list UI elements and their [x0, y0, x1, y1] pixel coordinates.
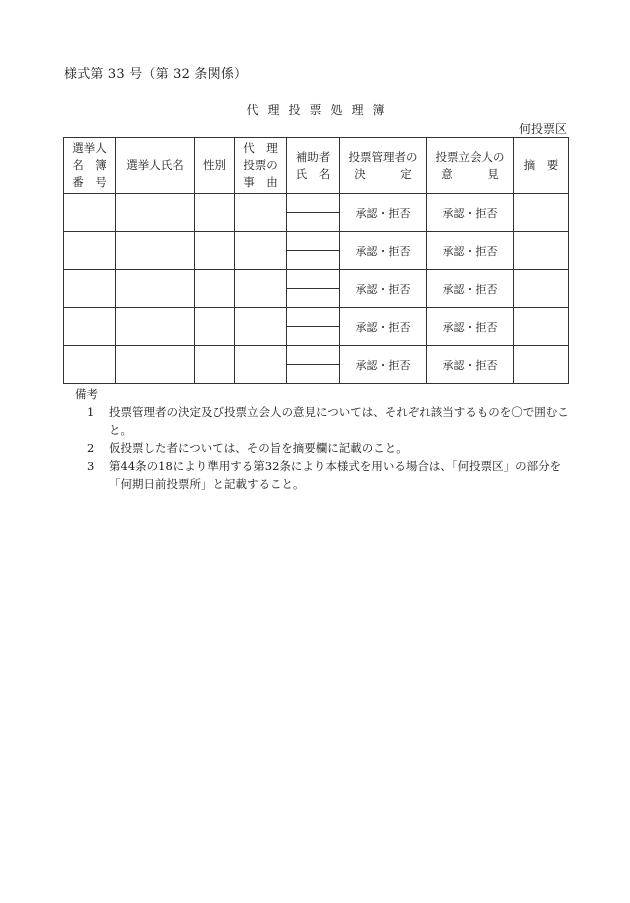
cell-assistant-name	[287, 194, 340, 232]
note-item	[87, 439, 573, 457]
header-line: 選挙人	[72, 141, 107, 155]
header-assistant-name	[287, 138, 340, 194]
table-header-row	[64, 138, 569, 194]
cell-gender[interactable]	[195, 194, 235, 232]
cell-manager-decision[interactable]: 承認・拒否	[340, 270, 427, 308]
document-title: 代理投票処理簿	[246, 103, 394, 117]
note-number: 3	[87, 459, 95, 473]
cell-voter-register-number[interactable]	[64, 308, 116, 346]
cell-proxy-reason[interactable]	[235, 232, 287, 270]
table-row	[64, 232, 569, 270]
form-number: 様式第 33 号（第 32 条関係）	[64, 67, 248, 82]
cell-voter-name[interactable]	[116, 270, 195, 308]
header-line: 意 見	[441, 166, 499, 181]
cell-voter-register-number[interactable]	[64, 232, 116, 270]
header-line: 番 号	[72, 175, 107, 189]
table-row	[64, 308, 569, 346]
note-number: 2	[87, 441, 95, 455]
header-line: 事 由	[243, 175, 278, 189]
cell-remarks[interactable]	[514, 270, 569, 308]
cell-witness-opinion[interactable]: 承認・拒否	[427, 194, 514, 232]
header-line: 投票管理者の	[348, 149, 418, 164]
cell-proxy-reason[interactable]	[235, 194, 287, 232]
cell-manager-decision[interactable]: 承認・拒否	[340, 308, 427, 346]
header-line: 投票の	[243, 158, 278, 172]
header-manager-decision	[340, 138, 427, 194]
note-text: 第44条の18により準用する第32条により本様式を用いる場合は、「何投票区」の部分を「何期日前投票所」と記載すること。	[109, 459, 562, 491]
cell-assistant-name-1[interactable]	[287, 232, 339, 251]
cell-proxy-reason[interactable]	[235, 346, 287, 384]
header-line: 氏 名	[295, 166, 331, 181]
cell-assistant-name	[287, 308, 340, 346]
cell-voter-name[interactable]	[116, 308, 195, 346]
district-label: 何投票区	[518, 122, 567, 136]
cell-remarks[interactable]	[514, 194, 569, 232]
cell-voter-register-number[interactable]	[64, 270, 116, 308]
table-row	[64, 270, 569, 308]
cell-gender[interactable]	[195, 232, 235, 270]
cell-voter-register-number[interactable]	[64, 194, 116, 232]
notes-section	[63, 385, 573, 493]
cell-assistant-name-1[interactable]	[287, 346, 339, 365]
cell-assistant-name-1[interactable]	[287, 270, 339, 289]
header-voter-name: 選挙人氏名	[116, 138, 195, 194]
cell-assistant-name-2[interactable]	[287, 289, 339, 307]
header-line: 決 定	[354, 166, 412, 181]
header-proxy-reason	[235, 138, 287, 194]
cell-assistant-name-1[interactable]	[287, 194, 339, 213]
note-text: 仮投票した者については、その旨を摘要欄に記載のこと。	[109, 441, 408, 455]
cell-assistant-name	[287, 346, 340, 384]
header-gender: 性別	[195, 138, 235, 194]
cell-remarks[interactable]	[514, 232, 569, 270]
cell-gender[interactable]	[195, 308, 235, 346]
cell-assistant-name	[287, 270, 340, 308]
note-item	[87, 403, 573, 439]
cell-assistant-name-2[interactable]	[287, 327, 339, 345]
cell-voter-name[interactable]	[116, 194, 195, 232]
cell-voter-register-number[interactable]	[64, 346, 116, 384]
cell-proxy-reason[interactable]	[235, 308, 287, 346]
header-witness-opinion	[427, 138, 514, 194]
cell-manager-decision[interactable]: 承認・拒否	[340, 194, 427, 232]
note-text: 投票管理者の決定及び投票立会人の意見については、それぞれ該当するものを〇で囲むこと。	[109, 405, 569, 437]
cell-assistant-name-2[interactable]	[287, 365, 339, 383]
note-number: 1	[87, 405, 95, 419]
proxy-voting-register-table	[63, 137, 569, 384]
cell-remarks[interactable]	[514, 346, 569, 384]
header-line: 代 理	[243, 141, 278, 155]
table-row	[64, 194, 569, 232]
header-line: 補助者	[295, 149, 331, 164]
cell-voter-name[interactable]	[116, 346, 195, 384]
header-line: 投票立会人の	[435, 149, 505, 164]
cell-remarks[interactable]	[514, 308, 569, 346]
cell-manager-decision[interactable]: 承認・拒否	[340, 232, 427, 270]
cell-gender[interactable]	[195, 270, 235, 308]
header-line: 名 簿	[72, 158, 107, 172]
cell-witness-opinion[interactable]: 承認・拒否	[427, 270, 514, 308]
notes-title: 備考	[75, 387, 98, 401]
table-row	[64, 346, 569, 384]
cell-witness-opinion[interactable]: 承認・拒否	[427, 232, 514, 270]
cell-proxy-reason[interactable]	[235, 270, 287, 308]
cell-assistant-name-2[interactable]	[287, 251, 339, 269]
cell-assistant-name-2[interactable]	[287, 213, 339, 231]
header-remarks: 摘 要	[514, 138, 569, 194]
cell-witness-opinion[interactable]: 承認・拒否	[427, 308, 514, 346]
cell-witness-opinion[interactable]: 承認・拒否	[427, 346, 514, 384]
cell-assistant-name-1[interactable]	[287, 308, 339, 327]
cell-manager-decision[interactable]: 承認・拒否	[340, 346, 427, 384]
cell-voter-name[interactable]	[116, 232, 195, 270]
note-item	[87, 457, 573, 493]
cell-assistant-name	[287, 232, 340, 270]
header-voter-register-number	[64, 138, 116, 194]
cell-gender[interactable]	[195, 346, 235, 384]
